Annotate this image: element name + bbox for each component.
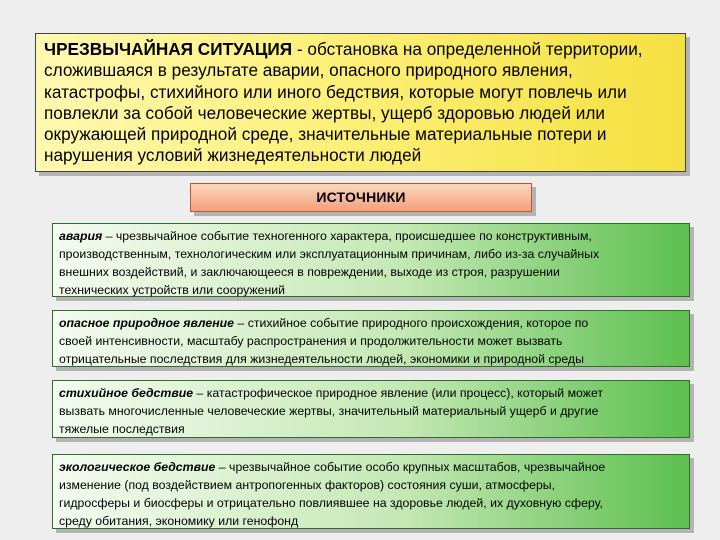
source-line: отрицательные последствия для жизнедеятельности людей, экономики и природной среды xyxy=(59,352,584,366)
source-line xyxy=(59,314,683,332)
source-line: технических устройств или сооружений xyxy=(59,283,286,297)
sources-header: ИСТОЧНИКИ xyxy=(190,183,532,212)
source-line xyxy=(59,384,683,402)
source-line: своей интенсивности, масштабу распространения и продолжительности может вызвать xyxy=(59,334,563,348)
source-line xyxy=(59,227,683,245)
definition-line-2: сложившаяся в результате аварии, опасного природного явления, xyxy=(44,60,573,81)
source-line: тяжелые последствия xyxy=(59,422,185,436)
definition-line-3: катастрофы, стихийного или иного бедствия, которые могут повлечь или xyxy=(44,81,627,102)
source-line: среду обитания, экономику или генофонд xyxy=(59,514,299,528)
definition-box xyxy=(35,33,686,172)
definition-line-1 xyxy=(44,39,677,60)
definition-line-5: окружающей природной среде, значительные материальные потери и xyxy=(44,124,607,145)
source-ecological-disaster xyxy=(52,454,690,529)
source-term: авария xyxy=(59,229,103,243)
source-natural-hazard xyxy=(52,310,690,367)
source-line: гидросферы и биосферы и отрицательно повлиявшее на здоровье людей, их духовную сферу, xyxy=(59,496,603,510)
source-term: опасное природное явление xyxy=(59,316,235,330)
definition-term: ЧРЕЗВЫЧАЙНАЯ СИТУАЦИЯ xyxy=(44,39,293,59)
source-line: внешних воздействий, и заключающееся в повреждении, выходе из строя, разрушении xyxy=(59,265,560,279)
source-text: – стихийное событие природного происхождения, которое по xyxy=(234,316,589,330)
source-line: вызвать многочисленные человеческие жертвы, значительный материальный ущерб и другие xyxy=(59,404,599,418)
source-text: – катастрофическое природное явление (или процесс), который может xyxy=(193,386,604,400)
source-accident xyxy=(52,223,690,297)
source-text: – чрезвычайное событие техногенного характера, происшедшее по конструктивным, xyxy=(102,229,592,243)
source-line xyxy=(59,458,683,476)
definition-line-6: нарушения условий жизнедеятельности людей xyxy=(44,145,422,166)
definition-text: - обстановка на определенной территории, xyxy=(292,39,643,59)
definition-line-4: повлекли за собой человеческие жертвы, ущерб здоровью людей или xyxy=(44,102,605,123)
source-text: – чрезвычайное событие особо крупных масштабов, чрезвычайное xyxy=(215,460,606,474)
source-natural-disaster xyxy=(52,380,690,438)
source-term: стихийное бедствие xyxy=(59,386,194,400)
source-line: изменение (под воздействием антропогенных факторов) состояния суши, атмосферы, xyxy=(59,478,556,492)
source-term: экологическое бедствие xyxy=(59,460,216,474)
source-line: производственным, технологическим или эксплуатационным причинам, либо из-за случайных xyxy=(59,247,600,261)
